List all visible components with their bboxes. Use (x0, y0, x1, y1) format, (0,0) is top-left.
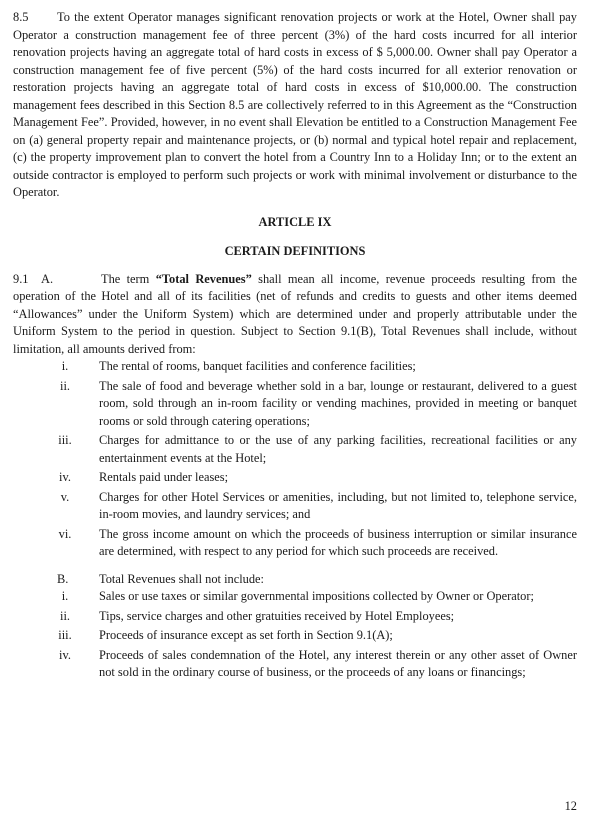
item-number: iv. (59, 470, 71, 484)
item-number: i. (61, 359, 69, 373)
list-item (13, 608, 577, 626)
item-number: vi. (58, 526, 72, 541)
item-text: Tips, service charges and other gratuities received by Hotel Employees; (99, 608, 455, 623)
item-text: Charges for admittance to or the use of any parking facilities, recreational facilities or any entertainment events at the Hotel; (99, 433, 577, 465)
page-number: 12 (564, 799, 577, 813)
section-number: 9.1 (13, 271, 29, 286)
list-item (13, 627, 577, 645)
item-text: Sales or use taxes or similar governmental impositions collected by Owner or Operator; (99, 589, 534, 603)
item-number: iii. (58, 628, 72, 642)
item-text: The rental of rooms, banquet facilities and conference facilities; (99, 359, 416, 373)
subsection-letter: B. (57, 571, 69, 586)
list-item (13, 588, 577, 606)
defined-term: “Total Revenues” (155, 271, 252, 286)
definition-lead: The term (101, 271, 156, 286)
section-8-5 (13, 9, 577, 202)
definition-text: shall mean all income, revenue proceeds resulting from the operation of the Hotel and all of its facilities (net of refunds and credits to guests and other items deemed “Allowances” under the Uniform System) which are determined under and properly attributable under the Uniform System to the period in question. Subject to Section 9.1(B), Total Revenues shall include, without limitation, all amounts derived from: (13, 271, 577, 356)
list-item (13, 489, 577, 524)
included-items-list (13, 358, 577, 561)
item-number: v. (60, 489, 70, 504)
article-title: ARTICLE IX (258, 214, 332, 229)
excluded-items-list (13, 588, 577, 682)
document-page (13, 9, 577, 684)
item-text: Proceeds of sales condemnation of the Hotel, any interest therein or any other asset of Owner not sold in the ordinary course of business, or the proceeds of any loans or financings; (99, 647, 577, 679)
item-number: iii. (58, 433, 72, 447)
item-number: i. (61, 589, 69, 603)
list-item (13, 647, 577, 682)
subsection-letter: A. (41, 271, 54, 286)
section-text: To the extent Operator manages significant renovation projects or work at the Hotel, Owner shall pay Operator a construction management fee of three percent (3%) of the hard costs incurred for all interior renovation projects having an aggregate total of hard costs in excess of $ 5,000.00. Owner shall pay Operator a construction management fee of five percent (5%) of the hard costs incurred for all exterior renovation or restoration projects having an aggregate total of hard costs in excess of $10,000.00. The construction management fees described in this Section 8.5 are collectively referred to in this Agreement as the “Construction Management Fee”. Provided, however, in no event shall Elevation be entitled to a Construction Management Fee on (a) general property repair and maintenance projects, or (b) normal and typical hotel repair and replacement, (c) the property improvement plan to convert the hotel from a Country Inn to a Holiday Inn; or to the extent an outside contractor is employed to perform such projects or work with minimal involvement or disturbance to the Operator. (13, 10, 577, 199)
list-item (13, 469, 577, 487)
item-text: Charges for other Hotel Services or amenities, including, but not limited to, telephone service, in-room movies, and laundry services; and (99, 489, 577, 521)
item-number: ii. (60, 378, 70, 393)
item-number: iv. (59, 647, 71, 662)
item-text: The sale of food and beverage whether sold in a bar, lounge or restaurant, delivered to a guest room, sold through an in-room facility or vending machines, provided in meeting or banquet rooms or sold through catering operations; (99, 378, 577, 428)
item-text: The gross income amount on which the proceeds of business interruption or similar insurance are determined, with respect to any period for which such proceeds are received. (99, 526, 577, 558)
list-item (13, 526, 577, 561)
article-subtitle: CERTAIN DEFINITIONS (224, 244, 366, 258)
section-number: 8.5 (13, 10, 29, 24)
item-number: ii. (60, 608, 70, 623)
list-item (13, 378, 577, 431)
list-item (13, 432, 577, 467)
section-9-1 (13, 271, 577, 359)
list-item (13, 358, 577, 376)
item-text: Proceeds of insurance except as set forth in Section 9.1(A); (99, 628, 393, 642)
item-text: Rentals paid under leases; (99, 470, 229, 484)
subsection-text: Total Revenues shall not include: (99, 571, 264, 586)
subsection-b (13, 571, 577, 589)
